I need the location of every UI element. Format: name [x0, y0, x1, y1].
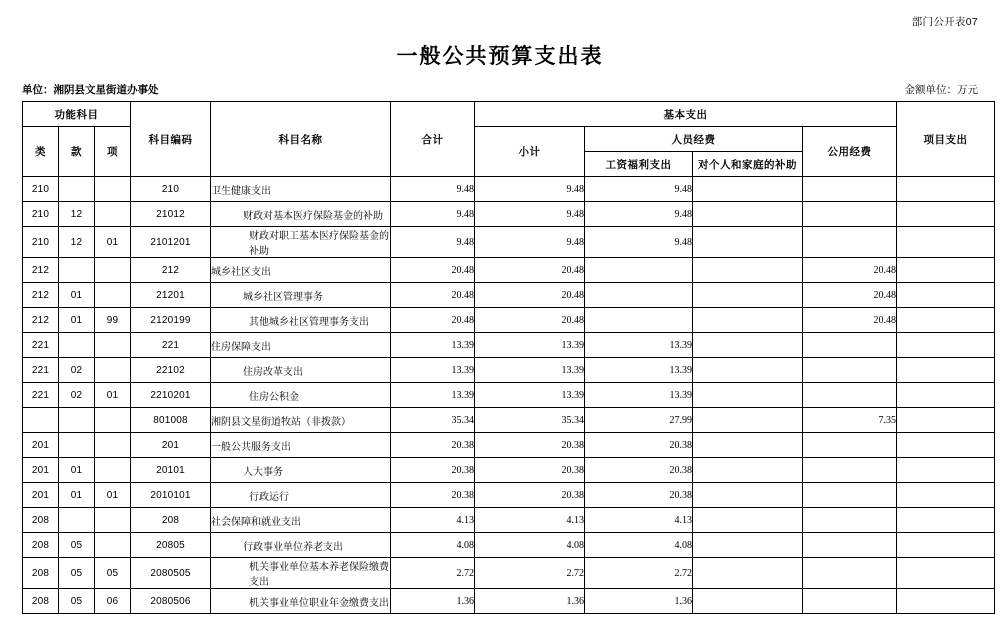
cell-salary-welfare: 27.99 [585, 408, 693, 433]
cell-lei [23, 408, 59, 433]
table-row [23, 177, 995, 202]
cell-subject-name: 人大事务 [211, 458, 391, 483]
cell-total: 20.38 [391, 483, 475, 508]
cell-subject-code: 210 [131, 177, 211, 202]
cell-subtotal: 20.38 [475, 483, 585, 508]
table-row [23, 433, 995, 458]
header-basic-expenditure: 基本支出 [475, 102, 897, 127]
cell-project-expenditure [897, 433, 995, 458]
cell-subject-code: 801008 [131, 408, 211, 433]
cell-subtotal: 13.39 [475, 383, 585, 408]
cell-total: 1.36 [391, 589, 475, 614]
cell-public-funds [803, 558, 897, 589]
cell-family-subsidy [693, 308, 803, 333]
cell-kuan: 05 [59, 589, 95, 614]
cell-xiang [95, 333, 131, 358]
cell-total: 35.34 [391, 408, 475, 433]
cell-subject-name: 卫生健康支出 [211, 177, 391, 202]
cell-family-subsidy [693, 258, 803, 283]
cell-public-funds [803, 483, 897, 508]
cell-subtotal: 35.34 [475, 408, 585, 433]
cell-subject-name: 财政对职工基本医疗保险基金的补助 [211, 227, 391, 258]
cell-subject-code: 20805 [131, 533, 211, 558]
cell-subject-code: 2120199 [131, 308, 211, 333]
cell-kuan [59, 408, 95, 433]
cell-xiang [95, 258, 131, 283]
cell-project-expenditure [897, 227, 995, 258]
cell-lei: 208 [23, 558, 59, 589]
table-row [23, 408, 995, 433]
cell-total: 4.08 [391, 533, 475, 558]
cell-subtotal: 20.48 [475, 283, 585, 308]
cell-xiang [95, 458, 131, 483]
header-subtotal: 小计 [475, 127, 585, 177]
cell-subject-code: 208 [131, 508, 211, 533]
header-total: 合计 [391, 102, 475, 177]
cell-total: 9.48 [391, 227, 475, 258]
cell-subtotal: 9.48 [475, 177, 585, 202]
cell-subject-name: 湘阴县文星街道牧站（非拨款） [211, 408, 391, 433]
cell-family-subsidy [693, 483, 803, 508]
cell-xiang: 01 [95, 227, 131, 258]
cell-xiang: 01 [95, 383, 131, 408]
cell-subject-code: 21012 [131, 202, 211, 227]
header-subject-code: 科目编码 [131, 102, 211, 177]
cell-lei: 212 [23, 258, 59, 283]
cell-public-funds: 20.48 [803, 283, 897, 308]
cell-total: 20.48 [391, 308, 475, 333]
cell-project-expenditure [897, 458, 995, 483]
cell-kuan: 01 [59, 283, 95, 308]
cell-subject-code: 2101201 [131, 227, 211, 258]
cell-subtotal: 13.39 [475, 358, 585, 383]
cell-family-subsidy [693, 227, 803, 258]
cell-total: 13.39 [391, 333, 475, 358]
cell-lei: 208 [23, 508, 59, 533]
cell-subtotal: 20.38 [475, 433, 585, 458]
table-body [23, 177, 995, 614]
cell-subtotal: 20.48 [475, 258, 585, 283]
cell-family-subsidy [693, 458, 803, 483]
table-row [23, 227, 995, 258]
cell-public-funds [803, 458, 897, 483]
cell-subject-code: 221 [131, 333, 211, 358]
table-head [23, 102, 995, 177]
cell-project-expenditure [897, 308, 995, 333]
cell-total: 9.48 [391, 177, 475, 202]
cell-project-expenditure [897, 533, 995, 558]
cell-salary-welfare: 20.38 [585, 458, 693, 483]
cell-subject-name: 其他城乡社区管理事务支出 [211, 308, 391, 333]
cell-project-expenditure [897, 202, 995, 227]
cell-family-subsidy [693, 533, 803, 558]
cell-kuan: 02 [59, 358, 95, 383]
cell-subject-name: 财政对基本医疗保险基金的补助 [211, 202, 391, 227]
table-row [23, 589, 995, 614]
cell-lei: 221 [23, 383, 59, 408]
header-function-group: 功能科目 [23, 102, 131, 127]
cell-salary-welfare: 2.72 [585, 558, 693, 589]
cell-salary-welfare: 4.13 [585, 508, 693, 533]
cell-total: 20.38 [391, 433, 475, 458]
cell-project-expenditure [897, 508, 995, 533]
cell-subject-name: 城乡社区支出 [211, 258, 391, 283]
cell-project-expenditure [897, 333, 995, 358]
cell-public-funds: 7.35 [803, 408, 897, 433]
cell-xiang: 01 [95, 483, 131, 508]
cell-public-funds [803, 202, 897, 227]
cell-xiang [95, 202, 131, 227]
cell-family-subsidy [693, 589, 803, 614]
cell-xiang [95, 358, 131, 383]
cell-subject-name: 一般公共服务支出 [211, 433, 391, 458]
table-row [23, 483, 995, 508]
cell-lei: 201 [23, 458, 59, 483]
header-project-expenditure: 项目支出 [897, 102, 995, 177]
page-title: 一般公共预算支出表 [396, 44, 604, 68]
cell-subtotal: 9.48 [475, 202, 585, 227]
cell-project-expenditure [897, 358, 995, 383]
cell-kuan [59, 333, 95, 358]
cell-kuan [59, 177, 95, 202]
header-public-funds: 公用经费 [803, 127, 897, 177]
cell-xiang: 05 [95, 558, 131, 589]
cell-public-funds [803, 533, 897, 558]
cell-public-funds [803, 508, 897, 533]
cell-project-expenditure [897, 408, 995, 433]
cell-salary-welfare: 9.48 [585, 227, 693, 258]
header-kuan: 款 [59, 127, 95, 177]
cell-lei: 210 [23, 227, 59, 258]
header-family-subsidy: 对个人和家庭的补助 [693, 152, 803, 177]
cell-lei: 212 [23, 283, 59, 308]
budget-table-wrapper [22, 101, 978, 614]
cell-subject-name: 机关事业单位职业年金缴费支出 [211, 589, 391, 614]
cell-xiang [95, 177, 131, 202]
cell-xiang: 06 [95, 589, 131, 614]
cell-public-funds [803, 333, 897, 358]
table-row [23, 333, 995, 358]
form-number-label: 部门公开表07 [911, 16, 978, 28]
cell-total: 13.39 [391, 383, 475, 408]
header-subject-name: 科目名称 [211, 102, 391, 177]
cell-subject-name: 机关事业单位基本养老保险缴费支出 [211, 558, 391, 589]
cell-salary-welfare: 13.39 [585, 358, 693, 383]
cell-project-expenditure [897, 283, 995, 308]
cell-lei: 212 [23, 308, 59, 333]
cell-lei: 208 [23, 533, 59, 558]
cell-salary-welfare [585, 258, 693, 283]
cell-kuan: 01 [59, 308, 95, 333]
cell-project-expenditure [897, 258, 995, 283]
table-row [23, 558, 995, 589]
cell-project-expenditure [897, 589, 995, 614]
cell-family-subsidy [693, 358, 803, 383]
cell-lei: 221 [23, 333, 59, 358]
cell-subtotal: 4.08 [475, 533, 585, 558]
cell-family-subsidy [693, 177, 803, 202]
cell-project-expenditure [897, 383, 995, 408]
cell-salary-welfare: 9.48 [585, 202, 693, 227]
cell-lei: 201 [23, 433, 59, 458]
cell-public-funds [803, 358, 897, 383]
cell-xiang: 99 [95, 308, 131, 333]
cell-lei: 208 [23, 589, 59, 614]
cell-kuan [59, 508, 95, 533]
cell-subject-name: 住房改革支出 [211, 358, 391, 383]
cell-total: 4.13 [391, 508, 475, 533]
cell-total: 13.39 [391, 358, 475, 383]
cell-lei: 201 [23, 483, 59, 508]
cell-project-expenditure [897, 558, 995, 589]
table-row [23, 383, 995, 408]
cell-subtotal: 9.48 [475, 227, 585, 258]
cell-salary-welfare: 20.38 [585, 483, 693, 508]
cell-project-expenditure [897, 483, 995, 508]
cell-subject-name: 城乡社区管理事务 [211, 283, 391, 308]
cell-subject-code: 2080506 [131, 589, 211, 614]
cell-project-expenditure [897, 177, 995, 202]
cell-kuan: 01 [59, 458, 95, 483]
amount-unit-label: 金额单位：万元 [904, 84, 978, 96]
cell-subtotal: 13.39 [475, 333, 585, 358]
cell-lei: 210 [23, 202, 59, 227]
cell-kuan [59, 433, 95, 458]
cell-family-subsidy [693, 333, 803, 358]
cell-salary-welfare [585, 283, 693, 308]
cell-subtotal: 2.72 [475, 558, 585, 589]
cell-public-funds [803, 177, 897, 202]
cell-family-subsidy [693, 433, 803, 458]
cell-salary-welfare: 13.39 [585, 333, 693, 358]
cell-public-funds: 20.48 [803, 308, 897, 333]
table-row [23, 283, 995, 308]
cell-subject-name: 住房保障支出 [211, 333, 391, 358]
header-personnel-funds: 人员经费 [585, 127, 803, 152]
cell-lei: 221 [23, 358, 59, 383]
cell-xiang [95, 433, 131, 458]
cell-subject-name: 行政运行 [211, 483, 391, 508]
meta-row [22, 82, 978, 97]
cell-public-funds [803, 589, 897, 614]
cell-kuan: 01 [59, 483, 95, 508]
cell-kuan [59, 258, 95, 283]
cell-salary-welfare: 9.48 [585, 177, 693, 202]
cell-public-funds [803, 227, 897, 258]
cell-subject-code: 22102 [131, 358, 211, 383]
cell-subtotal: 20.38 [475, 458, 585, 483]
cell-total: 9.48 [391, 202, 475, 227]
budget-table [22, 101, 995, 614]
header-row-1 [23, 102, 995, 127]
cell-kuan: 05 [59, 558, 95, 589]
cell-salary-welfare: 20.38 [585, 433, 693, 458]
header-salary-welfare: 工资福利支出 [585, 152, 693, 177]
cell-total: 2.72 [391, 558, 475, 589]
cell-family-subsidy [693, 202, 803, 227]
cell-salary-welfare [585, 308, 693, 333]
cell-xiang [95, 533, 131, 558]
cell-salary-welfare: 4.08 [585, 533, 693, 558]
cell-subject-code: 212 [131, 258, 211, 283]
cell-family-subsidy [693, 383, 803, 408]
cell-family-subsidy [693, 558, 803, 589]
cell-subtotal: 1.36 [475, 589, 585, 614]
cell-total: 20.48 [391, 258, 475, 283]
cell-xiang [95, 508, 131, 533]
table-row [23, 202, 995, 227]
table-row [23, 258, 995, 283]
table-row [23, 358, 995, 383]
cell-kuan: 12 [59, 202, 95, 227]
header-lei: 类 [23, 127, 59, 177]
cell-total: 20.38 [391, 458, 475, 483]
unit-label: 单位：湘阴县文星街道办事处 [22, 84, 159, 96]
cell-kuan: 02 [59, 383, 95, 408]
cell-public-funds [803, 383, 897, 408]
cell-total: 20.48 [391, 283, 475, 308]
cell-xiang [95, 283, 131, 308]
cell-family-subsidy [693, 408, 803, 433]
cell-subtotal: 4.13 [475, 508, 585, 533]
cell-xiang [95, 408, 131, 433]
cell-lei: 210 [23, 177, 59, 202]
cell-subject-code: 21201 [131, 283, 211, 308]
cell-kuan: 05 [59, 533, 95, 558]
cell-subject-code: 20101 [131, 458, 211, 483]
cell-kuan: 12 [59, 227, 95, 258]
cell-subject-code: 201 [131, 433, 211, 458]
header-xiang: 项 [95, 127, 131, 177]
cell-subject-code: 2080505 [131, 558, 211, 589]
table-row [23, 308, 995, 333]
table-row [23, 458, 995, 483]
table-row [23, 533, 995, 558]
cell-subject-code: 2010101 [131, 483, 211, 508]
cell-subject-code: 2210201 [131, 383, 211, 408]
cell-subject-name: 住房公积金 [211, 383, 391, 408]
cell-public-funds [803, 433, 897, 458]
cell-salary-welfare: 1.36 [585, 589, 693, 614]
cell-subject-name: 社会保障和就业支出 [211, 508, 391, 533]
cell-salary-welfare: 13.39 [585, 383, 693, 408]
cell-subject-name: 行政事业单位养老支出 [211, 533, 391, 558]
cell-family-subsidy [693, 508, 803, 533]
table-row [23, 508, 995, 533]
cell-family-subsidy [693, 283, 803, 308]
cell-public-funds: 20.48 [803, 258, 897, 283]
cell-subtotal: 20.48 [475, 308, 585, 333]
